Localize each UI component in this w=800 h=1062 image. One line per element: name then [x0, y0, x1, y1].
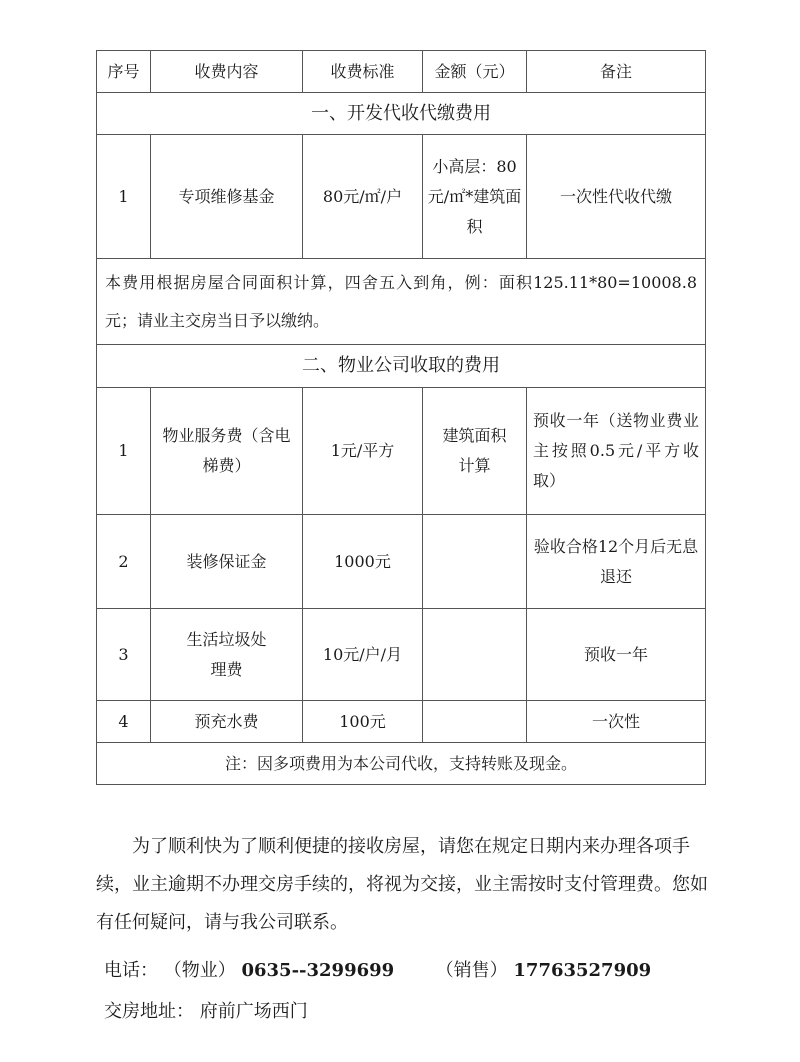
cell-no: 4 — [97, 701, 151, 743]
table-row — [97, 701, 706, 743]
cell-remark: 预收一年（送物业费业主按照0.5元/平方收取） — [527, 388, 706, 515]
table-header-row — [97, 51, 706, 93]
sales-label: （销售） — [435, 960, 508, 981]
cell-no: 1 — [97, 135, 151, 259]
header-cell: 收费标准 — [303, 51, 423, 93]
section-title: 一、开发代收代缴费用 — [97, 93, 706, 135]
cell-no: 3 — [97, 609, 151, 701]
section-row — [97, 345, 706, 388]
fee-table — [96, 50, 706, 785]
header-cell: 收费内容 — [151, 51, 303, 93]
cell-amount — [423, 701, 527, 743]
header-cell: 序号 — [97, 51, 151, 93]
cell-amount: 小高层：80元/㎡*建筑面积 — [423, 135, 527, 259]
cell-remark: 一次性代收代缴 — [527, 135, 706, 259]
section-title: 二、物业公司收取的费用 — [97, 345, 706, 388]
table-row — [97, 388, 706, 515]
property-phone: 0635--3299699 — [241, 960, 395, 981]
cell-item: 物业服务费（含电梯费） — [151, 388, 303, 515]
cell-standard: 100元 — [303, 701, 423, 743]
cell-no: 1 — [97, 388, 151, 515]
address-label: 交房地址： — [104, 1001, 194, 1022]
cell-item: 预充水费 — [151, 701, 303, 743]
cell-standard: 10元/户/月 — [303, 609, 423, 701]
table-row — [97, 609, 706, 701]
footer-note-row — [97, 743, 706, 785]
header-cell: 备注 — [527, 51, 706, 93]
fee-note: 本费用根据房屋合同面积计算，四舍五入到角，例：面积125.11*80=10008.8元；请业主交房当日予以缴纳。 — [97, 259, 706, 345]
contact-line — [104, 956, 651, 982]
cell-item: 装修保证金 — [151, 515, 303, 609]
footer-note: 注：因多项费用为本公司代收，支持转账及现金。 — [97, 743, 706, 785]
section-row — [97, 93, 706, 135]
cell-remark: 预收一年 — [527, 609, 706, 701]
note-row — [97, 259, 706, 345]
cell-remark: 验收合格12个月后无息退还 — [527, 515, 706, 609]
header-cell: 金额（元） — [423, 51, 527, 93]
notice-paragraph: 为了顺利快为了顺利便捷的接收房屋，请您在规定日期内来办理各项手续，业主逾期不办理交房手续的，将视为交接，业主需按时支付管理费。您如有任何疑问，请与我公司联系。 — [96, 836, 708, 933]
cell-standard: 1元/平方 — [303, 388, 423, 515]
table-row — [97, 515, 706, 609]
cell-item: 生活垃圾处理费 — [151, 609, 303, 701]
cell-amount — [423, 515, 527, 609]
cell-standard: 80元/㎡/户 — [303, 135, 423, 259]
sales-phone: 17763527909 — [513, 960, 652, 981]
contact-label: 电话： — [104, 960, 158, 981]
cell-amount: 建筑面积计算 — [423, 388, 527, 515]
cell-remark: 一次性 — [527, 701, 706, 743]
cell-standard: 1000元 — [303, 515, 423, 609]
address-line — [104, 997, 308, 1023]
cell-amount — [423, 609, 527, 701]
table-row — [97, 135, 706, 259]
cell-item: 专项维修基金 — [151, 135, 303, 259]
cell-no: 2 — [97, 515, 151, 609]
address-value: 府前广场西门 — [199, 1001, 308, 1022]
property-label: （物业） — [163, 960, 236, 981]
